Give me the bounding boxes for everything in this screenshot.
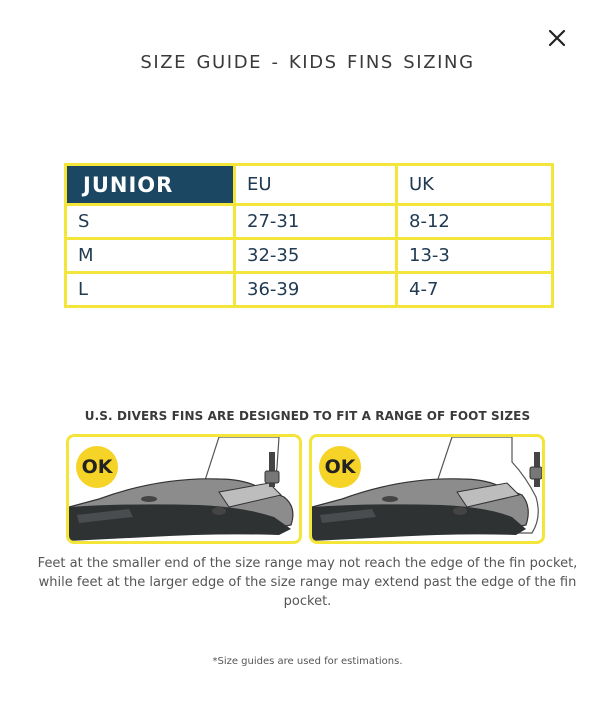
table-cell-size: M [66, 239, 235, 273]
fin-large-foot-illustration [309, 434, 545, 544]
table-header-uk: UK [397, 165, 553, 205]
table-cell-uk: 4-7 [397, 273, 553, 307]
table-cell-size: L [66, 273, 235, 307]
table-cell-uk: 8-12 [397, 205, 553, 239]
close-icon[interactable] [545, 26, 569, 50]
table-row [66, 239, 553, 273]
footnote: *Size guides are used for estimations. [212, 656, 403, 667]
table-cell-eu: 36-39 [235, 273, 397, 307]
table-cell-eu: 27-31 [235, 205, 397, 239]
table-header-junior: JUNIOR [66, 165, 235, 205]
table-cell-eu: 32-35 [235, 239, 397, 273]
modal-title: SIZE GUIDE - KIDS FINS SIZING [140, 52, 475, 73]
table-cell-size: S [66, 205, 235, 239]
fit-heading: U.S. DIVERS FINS ARE DESIGNED TO FIT A RANGE OF FOOT SIZES [84, 409, 531, 423]
fin-small-foot-illustration [66, 434, 302, 544]
table-cell-uk: 13-3 [397, 239, 553, 273]
table-row [66, 273, 553, 307]
table-row [66, 205, 553, 239]
fit-description: Feet at the smaller end of the size range may not reach the edge of the fin pocket, while feet at the larger edge of the size range may extend past the edge of the fin pocket. [37, 556, 578, 609]
table-header-row [66, 165, 553, 205]
size-table [64, 163, 554, 308]
table-header-eu: EU [235, 165, 397, 205]
ok-badge: OK [324, 456, 356, 478]
ok-badge: OK [81, 456, 113, 478]
